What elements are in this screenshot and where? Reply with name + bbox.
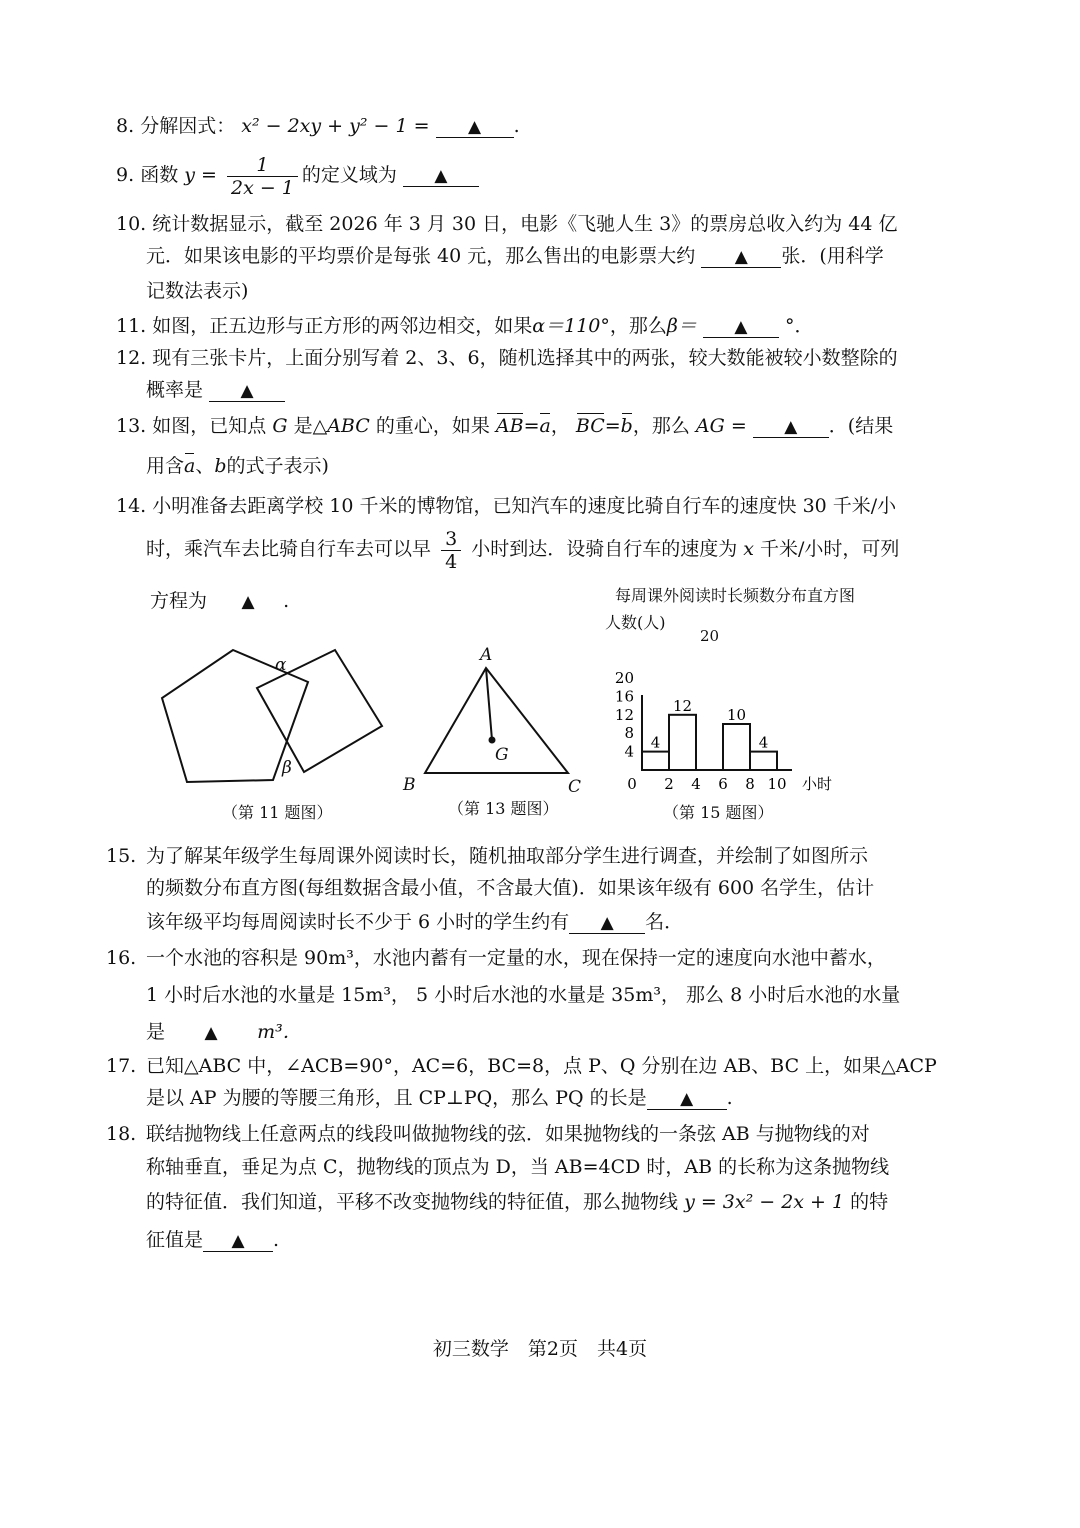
question-18-line4 bbox=[146, 1228, 279, 1252]
page-footer: 初三数学 第2页 共4页 bbox=[432, 1338, 648, 1360]
y-tick-label: 4 bbox=[624, 742, 634, 761]
question-16-line2: 1 小时后水池的水量是 15m³， 5 小时后水池的水量是 35m³， 那么 8 小时后水池的水量 bbox=[146, 984, 901, 1006]
question-number: 8. bbox=[116, 115, 135, 137]
histogram-bar bbox=[750, 752, 777, 770]
question-number: 18. bbox=[106, 1123, 137, 1145]
point-g-label: G bbox=[495, 745, 509, 765]
question-8 bbox=[116, 114, 520, 138]
answer-blank[interactable]: ▲ bbox=[701, 246, 781, 268]
figure-15-caption: （第 15 题图） bbox=[663, 803, 774, 822]
answer-blank[interactable]: ▲ bbox=[203, 1230, 273, 1252]
question-text: 张．(用科学 bbox=[781, 245, 884, 267]
vertex-b-label: B bbox=[403, 775, 416, 795]
vector-ab: AB bbox=[495, 415, 524, 437]
x-tick-label: 0 bbox=[627, 775, 637, 793]
beta-label: β bbox=[282, 758, 292, 778]
segment-ag bbox=[486, 668, 492, 740]
question-13-line1 bbox=[116, 414, 893, 438]
question-text: 已知△ABC 中，∠ACB=90°，AC=6，BC=8，点 P、Q 分别在边 AB、BC 上，如果△ACP bbox=[146, 1055, 937, 1077]
x-tick-label: 6 bbox=[718, 775, 728, 793]
question-text: 征值是 bbox=[146, 1229, 204, 1251]
triangle-label: ABC bbox=[327, 415, 370, 437]
function-lhs: y = bbox=[184, 164, 217, 186]
question-text: 的特征值．我们知道，平移不改变抛物线的特征值，那么抛物线 bbox=[146, 1191, 679, 1213]
parabola-expression: y = 3x² − 2x + 1 bbox=[684, 1191, 845, 1213]
chart-ylabel: 人数(人) bbox=[605, 613, 666, 632]
vertex-c-label: C bbox=[568, 777, 582, 797]
alpha-label: α bbox=[275, 655, 287, 675]
question-15-line1 bbox=[106, 844, 868, 868]
question-18-line1 bbox=[106, 1122, 870, 1146]
question-text: °． bbox=[785, 315, 814, 337]
question-10-line1 bbox=[116, 212, 898, 236]
question-text: 一个水池的容积是 90m³，水池内蓄有一定量的水，现在保持一定的速度向水池中蓄水， bbox=[146, 947, 886, 969]
question-text: 小明准备去距离学校 10 千米的博物馆，已知汽车的速度比骑自行车的速度快 30 千米/小 bbox=[152, 495, 897, 517]
y-tick-label: 16 bbox=[614, 687, 634, 706]
vector-a: a bbox=[184, 455, 196, 477]
question-text: 的特 bbox=[850, 1191, 889, 1213]
question-text: 名． bbox=[645, 911, 684, 933]
question-text: 的定义域为 bbox=[301, 164, 397, 186]
answer-blank[interactable]: ▲ bbox=[403, 165, 479, 187]
question-12-line2 bbox=[146, 378, 285, 402]
question-14-line3 bbox=[150, 589, 289, 614]
x-tick-label: 10 bbox=[767, 775, 787, 793]
bar-data-label: 10 bbox=[726, 706, 747, 724]
bar-data-label: 12 bbox=[672, 696, 693, 715]
question-text: 方程为 bbox=[150, 590, 208, 612]
punctuation: . bbox=[283, 590, 290, 612]
question-text: 如图，已知点 bbox=[152, 415, 267, 437]
expression: x² − 2xy + y² − 1 = bbox=[241, 115, 430, 137]
question-number: 17. bbox=[106, 1055, 137, 1077]
fraction: $\frac{3}{4}$ bbox=[441, 528, 461, 573]
punctuation: ， bbox=[550, 415, 570, 437]
question-number: 13. bbox=[116, 415, 147, 437]
question-text: ，那么 bbox=[632, 415, 690, 437]
question-text: 元．如果该电影的平均票价是每张 40 元，那么售出的电影票大约 bbox=[146, 245, 696, 267]
question-14-line1 bbox=[116, 494, 896, 518]
question-15-line2: 的频数分布直方图(每组数据含最小值，不含最大值)．如果该年级有 600 名学生，估计 bbox=[146, 877, 875, 899]
question-text: ．(结果 bbox=[828, 415, 894, 437]
figure-11 bbox=[150, 640, 390, 800]
question-10-line2 bbox=[146, 244, 884, 268]
y-tick-label: 20 bbox=[614, 669, 634, 687]
histogram-chart bbox=[600, 630, 860, 800]
question-16-line3 bbox=[146, 1020, 302, 1045]
figure-13-caption: （第 13 题图） bbox=[448, 799, 559, 818]
bar-data-label: 4 bbox=[650, 733, 661, 752]
alpha-value: α＝110° bbox=[532, 315, 610, 337]
histogram-bar bbox=[723, 724, 750, 770]
question-13-line2 bbox=[146, 454, 329, 478]
x-axis-label: 小时 bbox=[801, 775, 833, 793]
question-17-line2 bbox=[146, 1086, 733, 1110]
histogram-bar bbox=[642, 752, 669, 770]
question-text: 的重心，如果 bbox=[375, 415, 490, 437]
x-tick-label: 2 bbox=[664, 775, 674, 793]
question-text: 统计数据显示，截至 2026 年 3 月 30 日，电影《飞驰人生 3》的票房总收入约为 44 亿 bbox=[152, 213, 898, 235]
chart-title: 每周课外阅读时长频数分布直方图 bbox=[615, 586, 856, 605]
answer-blank[interactable]: ▲ bbox=[204, 1023, 218, 1043]
ag-label: AG = bbox=[695, 415, 747, 437]
fraction: $\frac{1}{2x - 1}$ bbox=[227, 154, 298, 199]
question-text: 、 bbox=[195, 455, 215, 477]
vector-bc: BC bbox=[575, 415, 605, 437]
bar-data-label: 4 bbox=[758, 733, 769, 752]
question-text: 的式子表示) bbox=[226, 455, 329, 477]
y-tick-label: 12 bbox=[614, 705, 634, 724]
answer-blank[interactable]: ▲ bbox=[209, 380, 285, 402]
operator: = bbox=[604, 415, 621, 437]
operator: = bbox=[523, 415, 540, 437]
answer-blank[interactable]: ▲ bbox=[647, 1088, 727, 1110]
question-number: 10. bbox=[116, 213, 147, 235]
question-text: 千米/小时，可列 bbox=[760, 538, 900, 560]
question-12-line1 bbox=[116, 346, 898, 370]
question-text: 如图，正五边形与正方形的两邻边相交，如果 bbox=[152, 315, 533, 337]
punctuation: . bbox=[726, 1087, 733, 1109]
question-15-line3 bbox=[146, 910, 683, 934]
question-number: 12. bbox=[116, 347, 147, 369]
unit: m³． bbox=[257, 1021, 302, 1043]
vertex-a-label: A bbox=[480, 645, 493, 665]
question-text: ，那么 bbox=[609, 315, 667, 337]
y-tick-label: 8 bbox=[624, 724, 634, 743]
question-number: 11. bbox=[116, 315, 147, 337]
question-number: 9. bbox=[116, 164, 135, 186]
question-text: 函数 bbox=[140, 164, 179, 186]
question-text: 用含 bbox=[146, 455, 185, 477]
vector-b: b bbox=[214, 455, 227, 477]
chart-extra-label: 20 bbox=[700, 627, 720, 645]
answer-blank[interactable]: ▲ bbox=[569, 912, 645, 934]
question-text: 该年级平均每周阅读时长不少于 6 小时的学生约有 bbox=[146, 911, 570, 933]
question-text: 联结抛物线上任意两点的线段叫做抛物线的弦．如果抛物线的一条弦 AB 与抛物线的对 bbox=[146, 1123, 870, 1145]
x-tick-label: 8 bbox=[745, 775, 755, 793]
centroid-point bbox=[489, 737, 496, 744]
point-label: G bbox=[272, 415, 288, 437]
question-18-line2: 称轴垂直，垂足为点 C，抛物线的顶点为 D，当 AB=4CD 时，AB 的长称为这条抛物线 bbox=[146, 1156, 890, 1178]
vector-a: a bbox=[539, 415, 551, 437]
question-number: 16. bbox=[106, 947, 137, 969]
question-9 bbox=[116, 150, 479, 200]
question-18-line3 bbox=[146, 1190, 888, 1214]
question-10-line3: 记数法表示) bbox=[146, 280, 249, 302]
question-11 bbox=[116, 314, 814, 338]
figure-11-caption: （第 11 题图） bbox=[222, 803, 333, 822]
punctuation: . bbox=[273, 1229, 280, 1251]
question-text: 分解因式： bbox=[140, 115, 236, 137]
histogram-bar bbox=[669, 715, 696, 770]
answer-blank[interactable]: ▲ bbox=[241, 592, 255, 612]
question-text: 概率是 bbox=[146, 379, 204, 401]
answer-blank[interactable]: ▲ bbox=[703, 316, 779, 338]
question-text: 是以 AP 为腰的等腰三角形，且 CP⊥PQ，那么 PQ 的长是 bbox=[146, 1087, 647, 1109]
question-number: 14. bbox=[116, 495, 147, 517]
question-14-line2 bbox=[146, 524, 899, 574]
variable: x bbox=[743, 538, 754, 560]
question-text: 时，乘汽车去比骑自行车去可以早 bbox=[146, 538, 432, 560]
question-16-line1 bbox=[106, 946, 886, 970]
question-17-line1 bbox=[106, 1054, 937, 1078]
answer-blank[interactable]: ▲ bbox=[436, 116, 514, 138]
question-text: 是 bbox=[146, 1021, 166, 1043]
punctuation: . bbox=[513, 115, 520, 137]
x-tick-label: 4 bbox=[691, 775, 701, 793]
vector-b: b bbox=[620, 415, 633, 437]
question-number: 15. bbox=[106, 845, 137, 867]
question-text: 小时到达．设骑自行车的速度为 bbox=[471, 538, 738, 560]
question-text: 是△ bbox=[293, 415, 328, 437]
question-text: 为了解某年级学生每周课外阅读时长，随机抽取部分学生进行调查，并绘制了如图所示 bbox=[146, 845, 869, 867]
answer-blank[interactable]: ▲ bbox=[753, 416, 829, 438]
beta-label: β＝ bbox=[666, 315, 697, 337]
question-text: 现有三张卡片，上面分别写着 2、3、6，随机选择其中的两张，较大数能被较小数整除的 bbox=[152, 347, 898, 369]
